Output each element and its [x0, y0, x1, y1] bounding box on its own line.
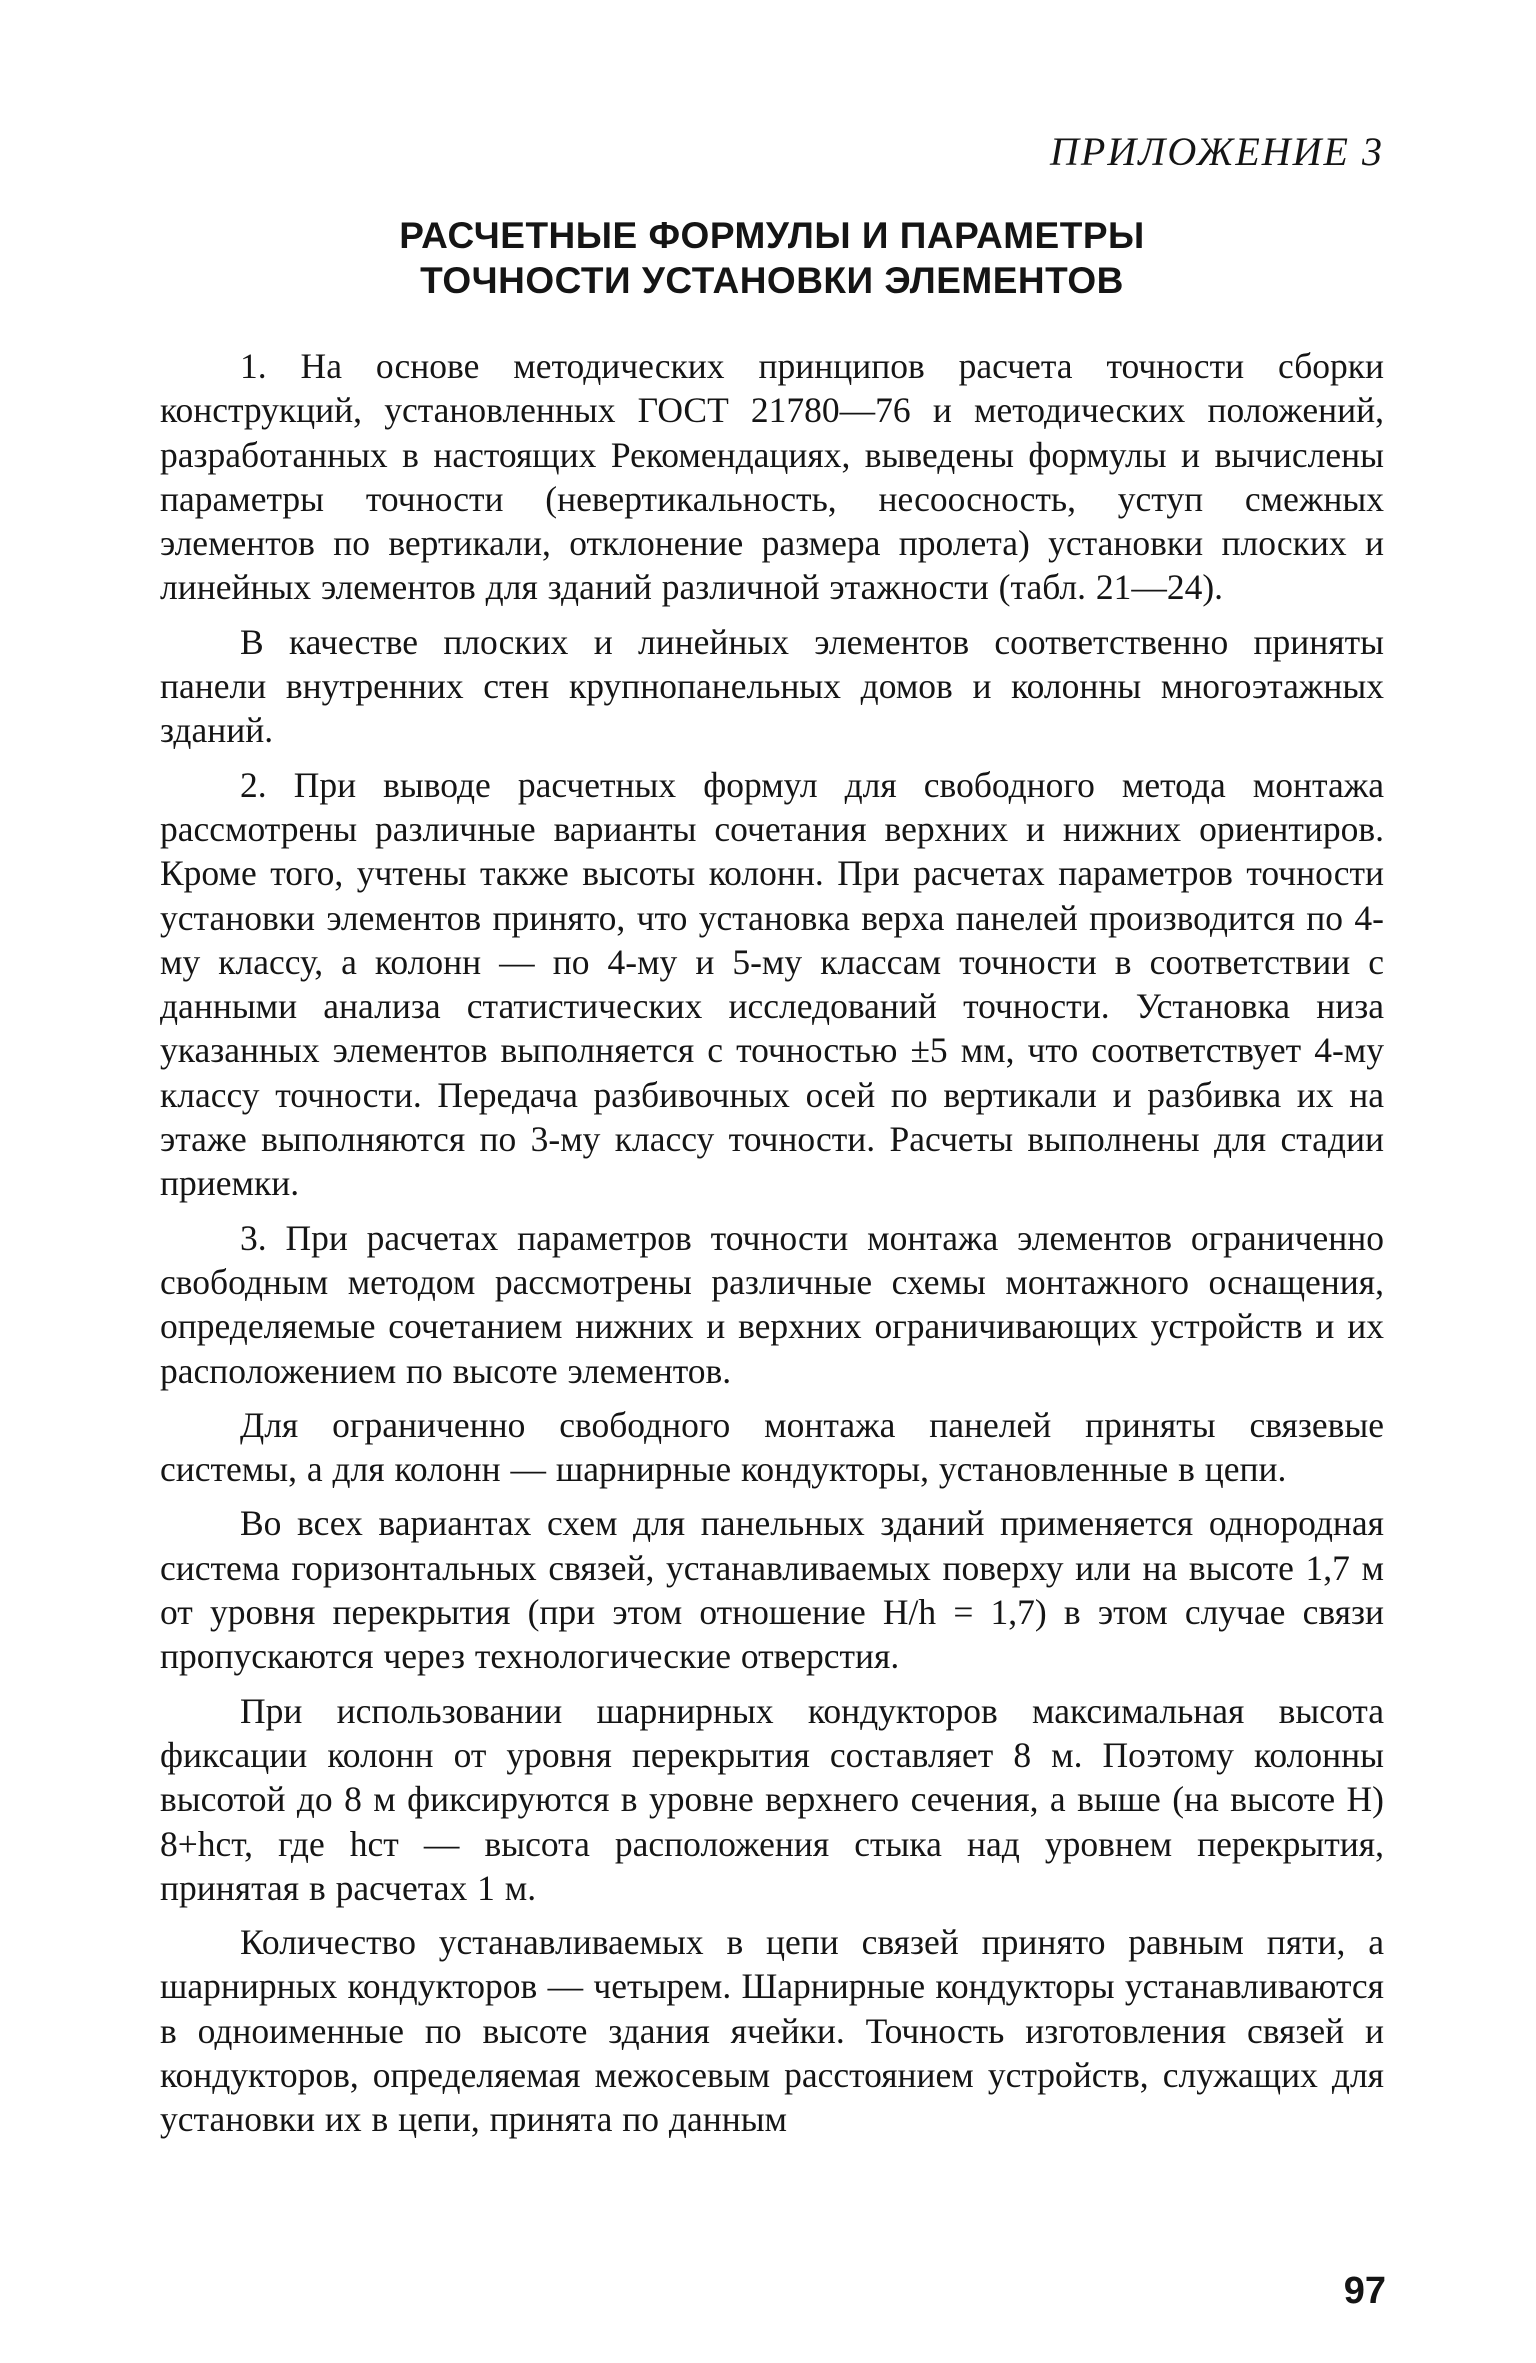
paragraph-4: 3. При расчетах параметров точности монтажа элементов ограниченно свободным методом рассмотрены различные схемы монтажного оснащения, определяемые сочетанием нижних и верхних ограничивающих устройств и их расположением по высоте элементов.: [160, 1217, 1384, 1391]
paragraph-1: 1. На основе методических принципов расчета точности сборки конструкций, установленных ГОСТ 21780—76 и методических положений, разработанных в настоящих Рекомендациях, выведены формулы и вычислены параметры точности (невертикальность, несоосность, уступ смежных элементов по вертикали, отклонение размера пролета) установки плоских и линейных элементов для зданий различной этажности (табл. 21—24).: [160, 346, 1384, 608]
appendix-label: ПРИЛОЖЕНИЕ 3: [1050, 129, 1384, 174]
page-number: 97: [1343, 2270, 1386, 2312]
paragraph-8: Количество устанавливаемых в цепи связей принято равным пяти, а шарнирных кондукторов — четырем. Шарнирные кондукторы устанавливаются в одноименные по высоте здания ячейки. Точность изготовления связей и кондукторов, определяемая межосевым расстоянием устройств, служащих для установки их в цепи, принята по данным: [160, 1922, 1384, 2140]
title-line-1: РАСЧЕТНЫЕ ФОРМУЛЫ И ПАРАМЕТРЫ: [399, 215, 1145, 256]
paragraph-5: Для ограниченно свободного монтажа панелей приняты связевые системы, а для колонн — шарнирные кондукторы, установленные в цепи.: [160, 1404, 1384, 1490]
paragraph-6: Во всех вариантах схем для панельных зданий применяется однородная система горизонтальных связей, устанавливаемых поверху или на высоте 1,7 м от уровня перекрытия (при этом отношение H/h = 1,7) в этом случае связи пропускаются через технологические отверстия.: [160, 1503, 1384, 1677]
paragraph-2: В качестве плоских и линейных элементов соответственно приняты панели внутренних стен крупнопанельных домов и колонны многоэтажных зданий.: [160, 621, 1384, 751]
body-text: [160, 344, 1384, 2152]
paragraph-3: 2. При выводе расчетных формул для свободного метода монтажа рассмотрены различные варианты сочетания верхних и нижних ориентиров. Кроме того, учтены также высоты колонн. При расчетах параметров точности установки элементов принято, что установка верха панелей производится по 4-му классу, а колонн — по 4-му и 5-му классам точности в соответствии с данными анализа статистических исследований точности. Установка низа указанных элементов выполняется с точностью ±5 мм, что соответствует 4-му классу точности. Передача разбивочных осей по вертикали и разбивка их на этаже выполняются по 3-му классу точности. Расчеты выполнены для стадии приемки.: [160, 764, 1384, 1204]
page-title: [160, 213, 1384, 303]
paragraph-7: При использовании шарнирных кондукторов максимальная высота фиксации колонн от уровня перекрытия составляет 8 м. Поэтому колонны высотой до 8 м фиксируются в уровне верхнего сечения, а выше (на высоте H) 8+hст, где hст — высота расположения стыка над уровнем перекрытия, принятая в расчетах 1 м.: [160, 1690, 1384, 1908]
title-line-2: ТОЧНОСТИ УСТАНОВКИ ЭЛЕМЕНТОВ: [420, 260, 1124, 301]
